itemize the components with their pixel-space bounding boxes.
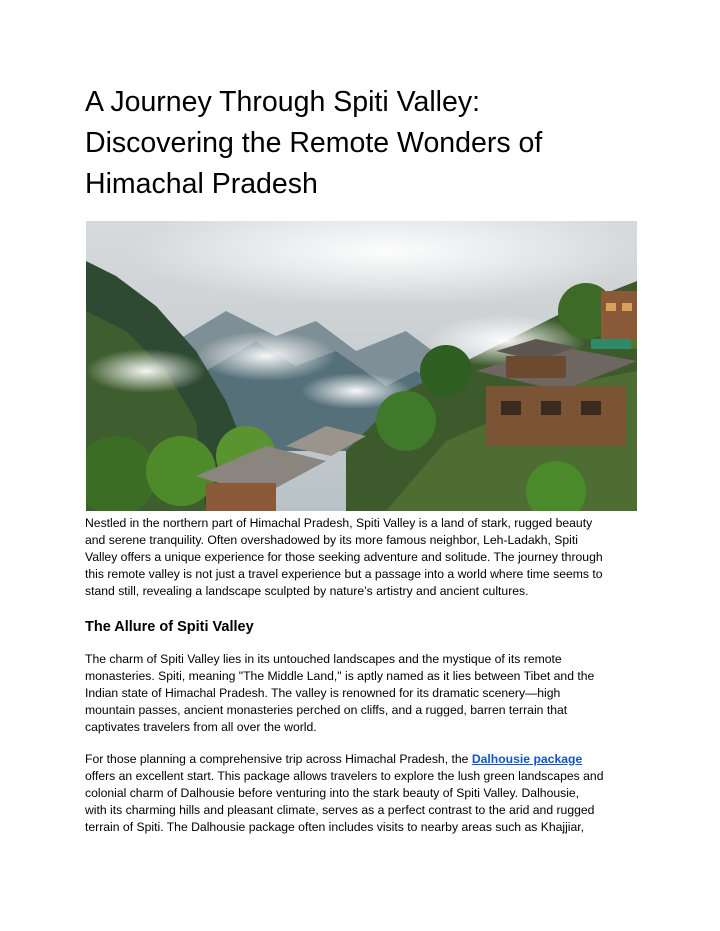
section-heading: The Allure of Spiti Valley xyxy=(85,619,254,635)
text-line: with its charming hills and pleasant climate, serves as a perfect contrast to the arid and rugged xyxy=(85,803,595,817)
allure-paragraph xyxy=(85,651,645,736)
intro-paragraph xyxy=(85,515,645,600)
planning-lead-text: For those planning a comprehensive trip across Himachal Pradesh, the xyxy=(85,752,472,766)
text-line: colonial charm of Dalhousie before venturing into the stark beauty of Spiti Valley. Dalhousie, xyxy=(85,786,580,800)
text-line: offers an excellent start. This package allows travelers to explore the lush green landscapes and xyxy=(85,769,604,783)
valley-landscape-photo xyxy=(86,221,637,511)
text-line: and serene tranquility. Often overshadowed by its more famous neighbor, Leh-Ladakh, Spiti xyxy=(85,533,578,547)
title-line: A Journey Through Spiti Valley: xyxy=(85,86,481,118)
text-line: Indian state of Himachal Pradesh. The valley is renowned for its dramatic scenery—high xyxy=(85,686,561,700)
dalhousie-package-link[interactable]: Dalhousie package xyxy=(471,752,583,766)
text-line: Valley offers a unique experience for those seeking adventure and solitude. The journey through xyxy=(85,550,603,564)
title-line: Discovering the Remote Wonders of xyxy=(85,127,543,159)
text-line: stand still, revealing a landscape sculpted by nature’s artistry and ancient cultures. xyxy=(85,584,529,598)
text-line: The charm of Spiti Valley lies in its untouched landscapes and the mystique of its remote xyxy=(85,652,562,666)
text-line: terrain of Spiti. The Dalhousie package often includes visits to nearby areas such as Khajjiar, xyxy=(85,820,585,834)
text-line: mountain passes, ancient monasteries perched on cliffs, and a rugged, barren terrain that xyxy=(85,703,568,717)
text-line: this remote valley is not just a travel experience but a passage into a world where time seems to xyxy=(85,567,603,581)
planning-paragraph xyxy=(85,751,645,836)
title-line: Himachal Pradesh xyxy=(85,168,318,200)
text-line: monasteries. Spiti, meaning "The Middle Land," is aptly named as it lies between Tibet and the xyxy=(85,669,595,683)
document-title xyxy=(85,82,645,205)
text-line: Nestled in the northern part of Himachal Pradesh, Spiti Valley is a land of stark, rugged beauty xyxy=(85,516,593,530)
text-line: captivates travelers from all over the world. xyxy=(85,720,317,734)
text-line xyxy=(85,751,645,768)
